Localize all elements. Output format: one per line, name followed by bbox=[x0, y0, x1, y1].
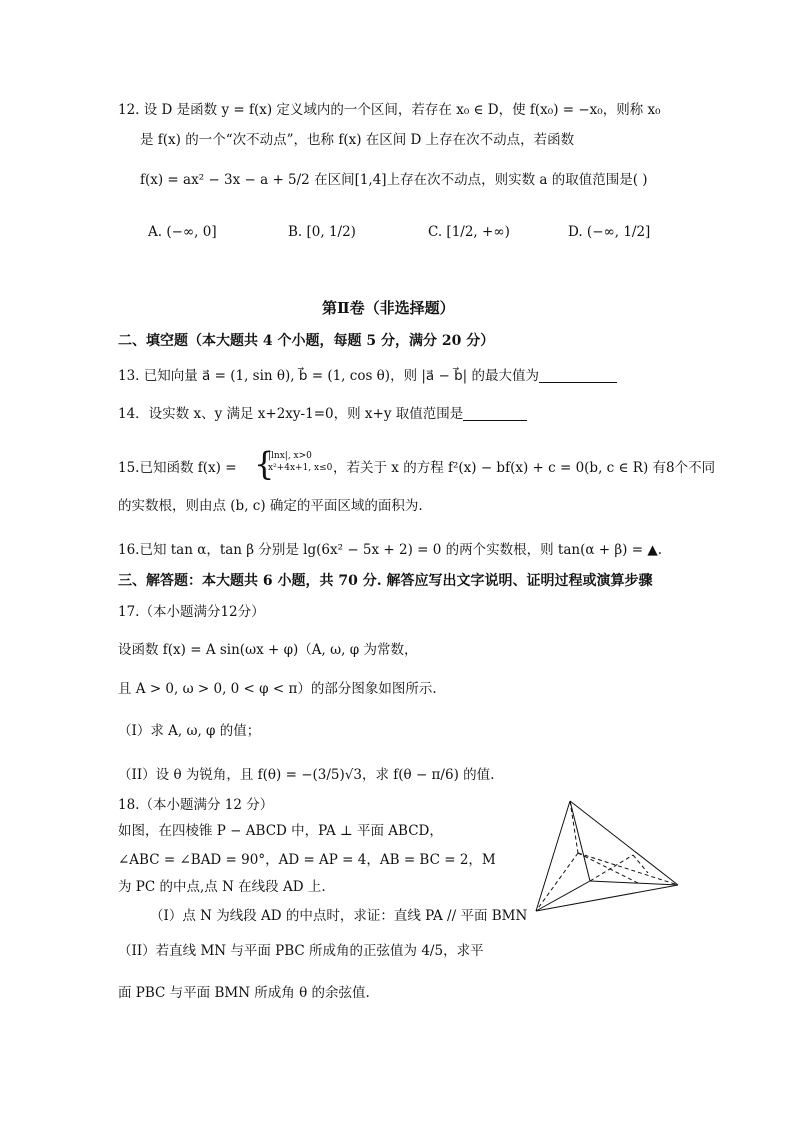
q13-answer-blank bbox=[539, 368, 617, 383]
q13-text bbox=[118, 367, 617, 385]
q13-stem: 13. 已知向量 a⃗ = (1, sin θ), b⃗ = (1, cos θ)，则 |a⃗ − b⃗| 的最大值为 bbox=[118, 368, 539, 384]
q17-title: 17.（本小题满分12分） bbox=[118, 604, 265, 620]
q15-piecewise bbox=[268, 450, 332, 474]
q12-choice-b: B. [0, 1/2) bbox=[288, 224, 356, 240]
q17-part2: （II）设 θ 为锐角，且 f(θ) = −(3/5)√3，求 f(θ − π/6) 的值. bbox=[118, 767, 495, 783]
q18-part2-cont: 面 PBC 与平面 BMN 所成角 θ 的余弦值. bbox=[118, 985, 370, 1001]
q15-piece1: |lnx|, x>0 bbox=[268, 451, 312, 461]
q12-choice-c: C. [1/2, +∞) bbox=[428, 224, 510, 240]
q12-line1: 12. 设 D 是函数 y = f(x) 定义域内的一个区间，若存在 x₀ ∈ D，使 f(x₀) = −x₀，则称 x₀ bbox=[118, 102, 661, 118]
q15-line1-a: 15.已知函数 f(x) = bbox=[118, 460, 237, 476]
q12-choice-a: A. (−∞, 0] bbox=[148, 224, 217, 240]
q14-stem: 14．设实数 x、y 满足 x+2xy-1=0，则 x+y 取值范围是 bbox=[118, 406, 464, 422]
edge-bm-hidden bbox=[590, 855, 633, 881]
edge-ad-hidden bbox=[536, 853, 578, 911]
q17-part1: （I）求 A, ω, φ 的值； bbox=[118, 723, 261, 739]
section2-heading: 二、填空题（本大题共 4 个小题，每题 5 分，满分 20 分） bbox=[118, 333, 495, 349]
q18-line2: ∠ABC = ∠BAD = 90°，AD = AP = 4，AB = BC = 2，M bbox=[118, 852, 496, 868]
q15-line1-b: ，若关于 x 的方程 f²(x) − bf(x) + c = 0(b, c ∈ R) 有8个不同 bbox=[333, 460, 716, 476]
edge-mn-hidden bbox=[633, 855, 648, 873]
q12-line3: f(x) = ax² − 3x − a + 5/2 在区间[1,4]上存在次不动点，则实数 a 的取值范围是( ) bbox=[140, 172, 648, 188]
q18-part2: （II）若直线 MN 与平面 PBC 所成角的正弦值为 4/5，求平 bbox=[118, 943, 484, 959]
edge-pc bbox=[570, 801, 678, 885]
edge-ac-front bbox=[536, 885, 678, 911]
q14-text bbox=[118, 405, 527, 423]
section3-heading: 三、解答题：本大题共 6 小题，共 70 分. 解答应写出文字说明、证明过程或演算步骤 bbox=[118, 573, 653, 589]
edge-bc bbox=[590, 881, 678, 885]
q12-line2: 是 f(x) 的一个“次不动点”，也称 f(x) 在区间 D 上存在次不动点，若函数 bbox=[140, 132, 575, 148]
q18-part1: （I）点 N 为线段 AD 的中点时，求证：直线 PA // 平面 BMN bbox=[150, 908, 528, 924]
q17-line1: 设函数 f(x) = A sin(ωx + φ)（A, ω, φ 为常数， bbox=[118, 642, 418, 658]
q12-choice-d: D. (−∞, 1/2] bbox=[568, 224, 651, 240]
pyramid-figure bbox=[528, 793, 718, 923]
q18-line3: 为 PC 的中点,点 N 在线段 AD 上. bbox=[118, 879, 326, 895]
q18-line1: 如图，在四棱锥 P − ABCD 中，PA ⊥ 平面 ABCD， bbox=[118, 823, 443, 839]
q18-title: 18.（本小题满分 12 分） bbox=[118, 797, 274, 813]
q15-brace: { bbox=[254, 445, 275, 483]
part2-title: 第Ⅱ卷（非选择题） bbox=[322, 299, 455, 317]
q15-line2: 的实数根，则由点 (b, c) 确定的平面区域的面积为. bbox=[118, 498, 423, 514]
q14-answer-blank bbox=[463, 406, 527, 421]
q16-text: 16.已知 tan α，tan β 分别是 lg(6x² − 5x + 2) = 0 的两个实数根，则 tan(α + β) = ▲. bbox=[118, 542, 663, 558]
edge-pb bbox=[570, 801, 590, 881]
q17-line2: 且 A > 0, ω > 0, 0 < φ < π）的部分图象如图所示. bbox=[118, 681, 437, 697]
q15-piece2: x²+4x+1, x≤0 bbox=[268, 463, 333, 473]
